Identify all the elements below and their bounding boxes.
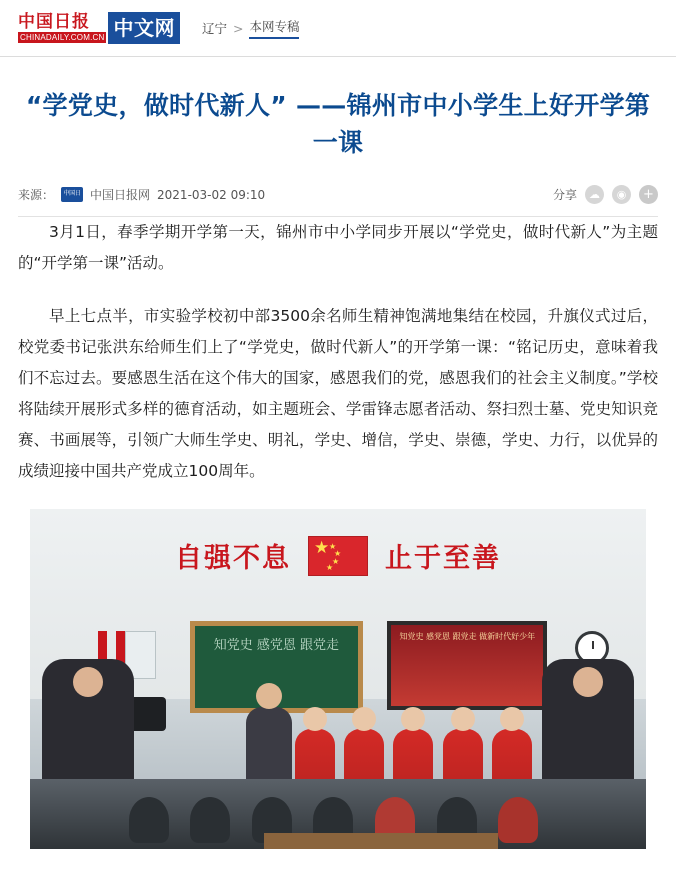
logo-chinadaily [18,13,106,43]
wechat-icon[interactable]: ☁ [585,185,604,204]
breadcrumb-item-benwangzhuangao[interactable]: 本网专稿 [249,17,299,39]
site-logo[interactable] [18,8,180,48]
photo-front-student [190,797,230,843]
photo-banner [30,536,646,575]
meta-source [18,186,266,212]
article [0,87,676,849]
share-label: 分享 [552,188,577,202]
photo-blackboard-text: 知党史 感党恩 跟党走 [213,638,340,654]
photo-front-row [30,779,646,849]
photo-screen-text: 知党史 感党恩 跟党走 做新时代好少年 [399,632,536,642]
photo-banner-right: 止于至善 [385,543,501,575]
photo-desk [264,833,498,849]
source-name[interactable]: 中国日报网 [90,188,151,202]
paragraph-2: 早上七点半，市实验学校初中部3500余名师生精神饱满地集结在校园，升旗仪式过后，校党委书记张洪东给师生们上了“学党史，做时代新人”的开学第一课：“铭记历史，意味着我们不忘过去。要感恩生活在这个伟大的国家，感恩我们的党，感恩我们的社会主义制度。”学校将陆续开展形式多样的德育活动，如主题班会、学雷锋志愿者活动、祭扫烈士墓、党史知识竞赛、书画展等，引领广大师生学史、明礼，学史、增信，学史、崇德，学史、力行，以优异的成绩迎接中国共产党成立100周年。 [18,307,658,480]
logo-zhongwenwang: 中文网 [108,12,180,44]
source-label: 来源： [18,188,55,202]
more-icon[interactable]: + [639,185,658,204]
article-photo [30,509,646,849]
breadcrumb-separator: > [232,20,244,36]
photo-display-screen [387,621,547,709]
photo-scene [30,509,646,849]
timestamp: 2021-03-02 09:10 [157,187,266,202]
weibo-icon[interactable]: ◉ [612,185,631,204]
photo-front-student [498,797,538,843]
china-flag-icon [309,537,367,575]
share-bar [553,185,658,204]
flag-star: ★ [332,556,342,566]
breadcrumb-item-liaoning[interactable]: 辽宁 [201,21,227,36]
article-body [18,217,658,487]
flag-star: ★ [329,541,339,551]
site-header [0,0,676,57]
article-meta [18,185,658,217]
flag-star: ★ [334,548,344,558]
logo-chinadaily-en: CHINADAILY.COM.CN [20,33,105,42]
flag-star: ★ [326,562,336,572]
source-logo-badge: 中国日报 [61,187,83,202]
breadcrumb [202,17,300,39]
page-title: “学党史，做时代新人” ——锦州市中小学生上好开学第一课 [25,91,651,157]
photo-front-student [129,797,169,843]
photo-banner-left: 自强不息 [175,543,291,575]
logo-chinadaily-cn: 中国日报 [18,12,90,32]
paragraph-1: 3月1日，春季学期开学第一天，锦州市中小学同步开展以“学党史，做时代新人”为主题的“开学第一课”活动。 [18,223,658,272]
flag-star: ★ [314,537,332,558]
